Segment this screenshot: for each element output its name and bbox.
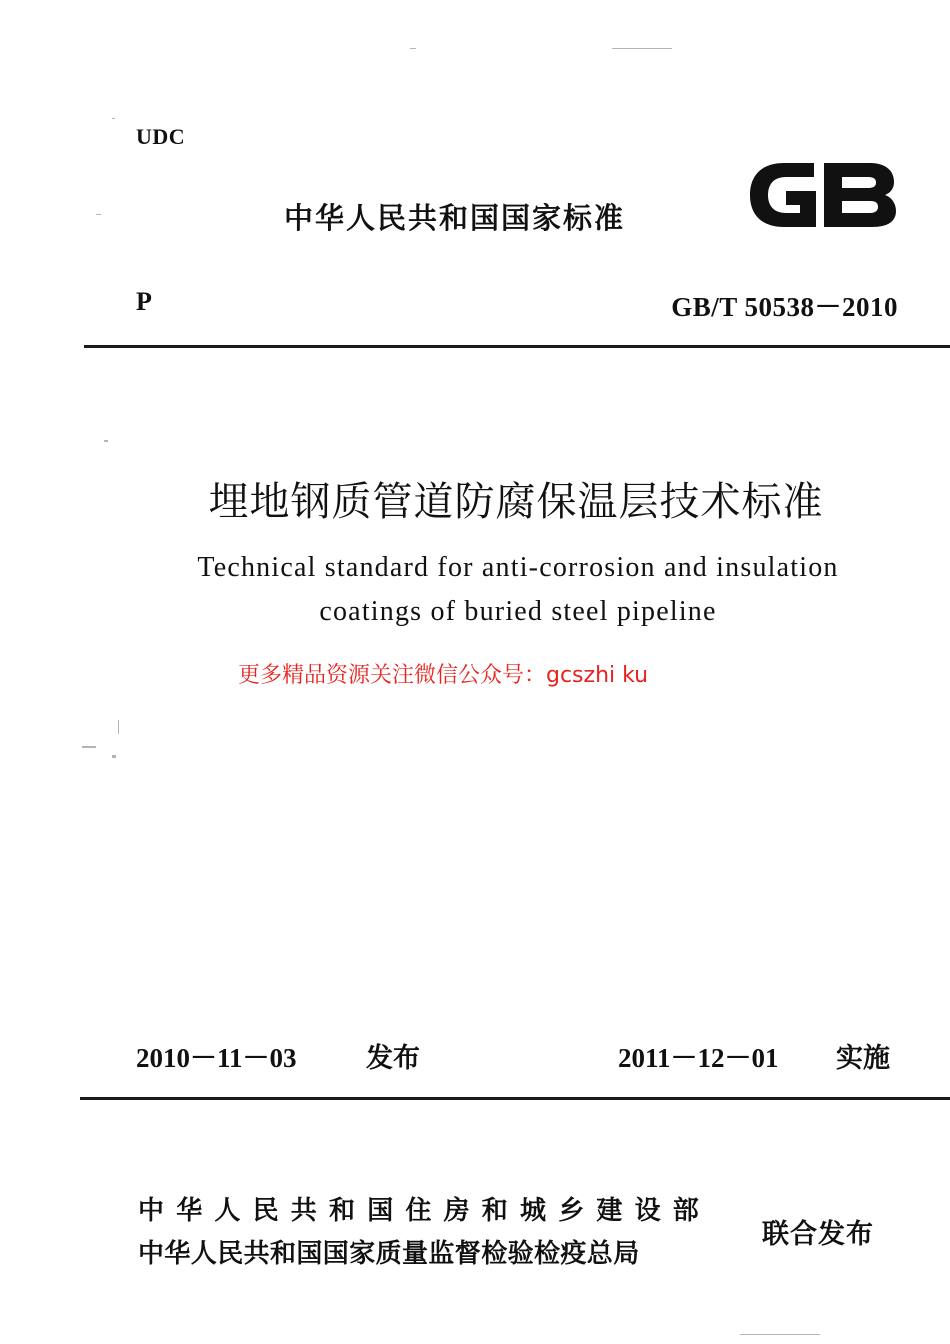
scan-speck: [740, 1334, 820, 1335]
joint-publication-label: 联合发布: [762, 1219, 874, 1250]
promo-watermark-text: 更多精品资源关注微信公众号：gcszhi ku: [238, 663, 649, 688]
scan-speck: [118, 720, 119, 734]
gb-logo-icon: [744, 157, 900, 233]
title-english-line1: Technical standard for anti-corrosion and insulation: [197, 552, 839, 583]
implementation-date: 2011－12－01: [618, 1043, 779, 1073]
scan-speck: [96, 214, 101, 215]
scan-speck: [410, 48, 416, 49]
publisher-line2: 中华人民共和国国家质量监督检验检疫总局: [138, 1239, 640, 1269]
scan-speck: [82, 746, 96, 748]
scan-speck: [104, 440, 108, 442]
publisher-line1: 中华人民共和国住房和城乡建设部: [138, 1196, 712, 1226]
title-chinese: 埋地钢质管道防腐保温层技术标准: [208, 479, 824, 525]
standard-number: GB/T 50538－2010: [671, 292, 898, 322]
scan-speck: [112, 755, 116, 758]
national-standard-heading: 中华人民共和国国家标准: [284, 201, 626, 235]
classification-code: P: [136, 287, 152, 316]
scan-speck: [612, 48, 672, 49]
scan-speck: [112, 118, 115, 119]
issue-label: 发布: [366, 1043, 420, 1074]
title-english-line2: coatings of buried steel pipeline: [319, 596, 717, 627]
udc-label: UDC: [136, 124, 186, 149]
issue-date: 2010－11－03: [136, 1043, 297, 1073]
footer-divider: [80, 1097, 950, 1100]
header-divider: [84, 345, 950, 348]
implementation-label: 实施: [836, 1043, 890, 1074]
